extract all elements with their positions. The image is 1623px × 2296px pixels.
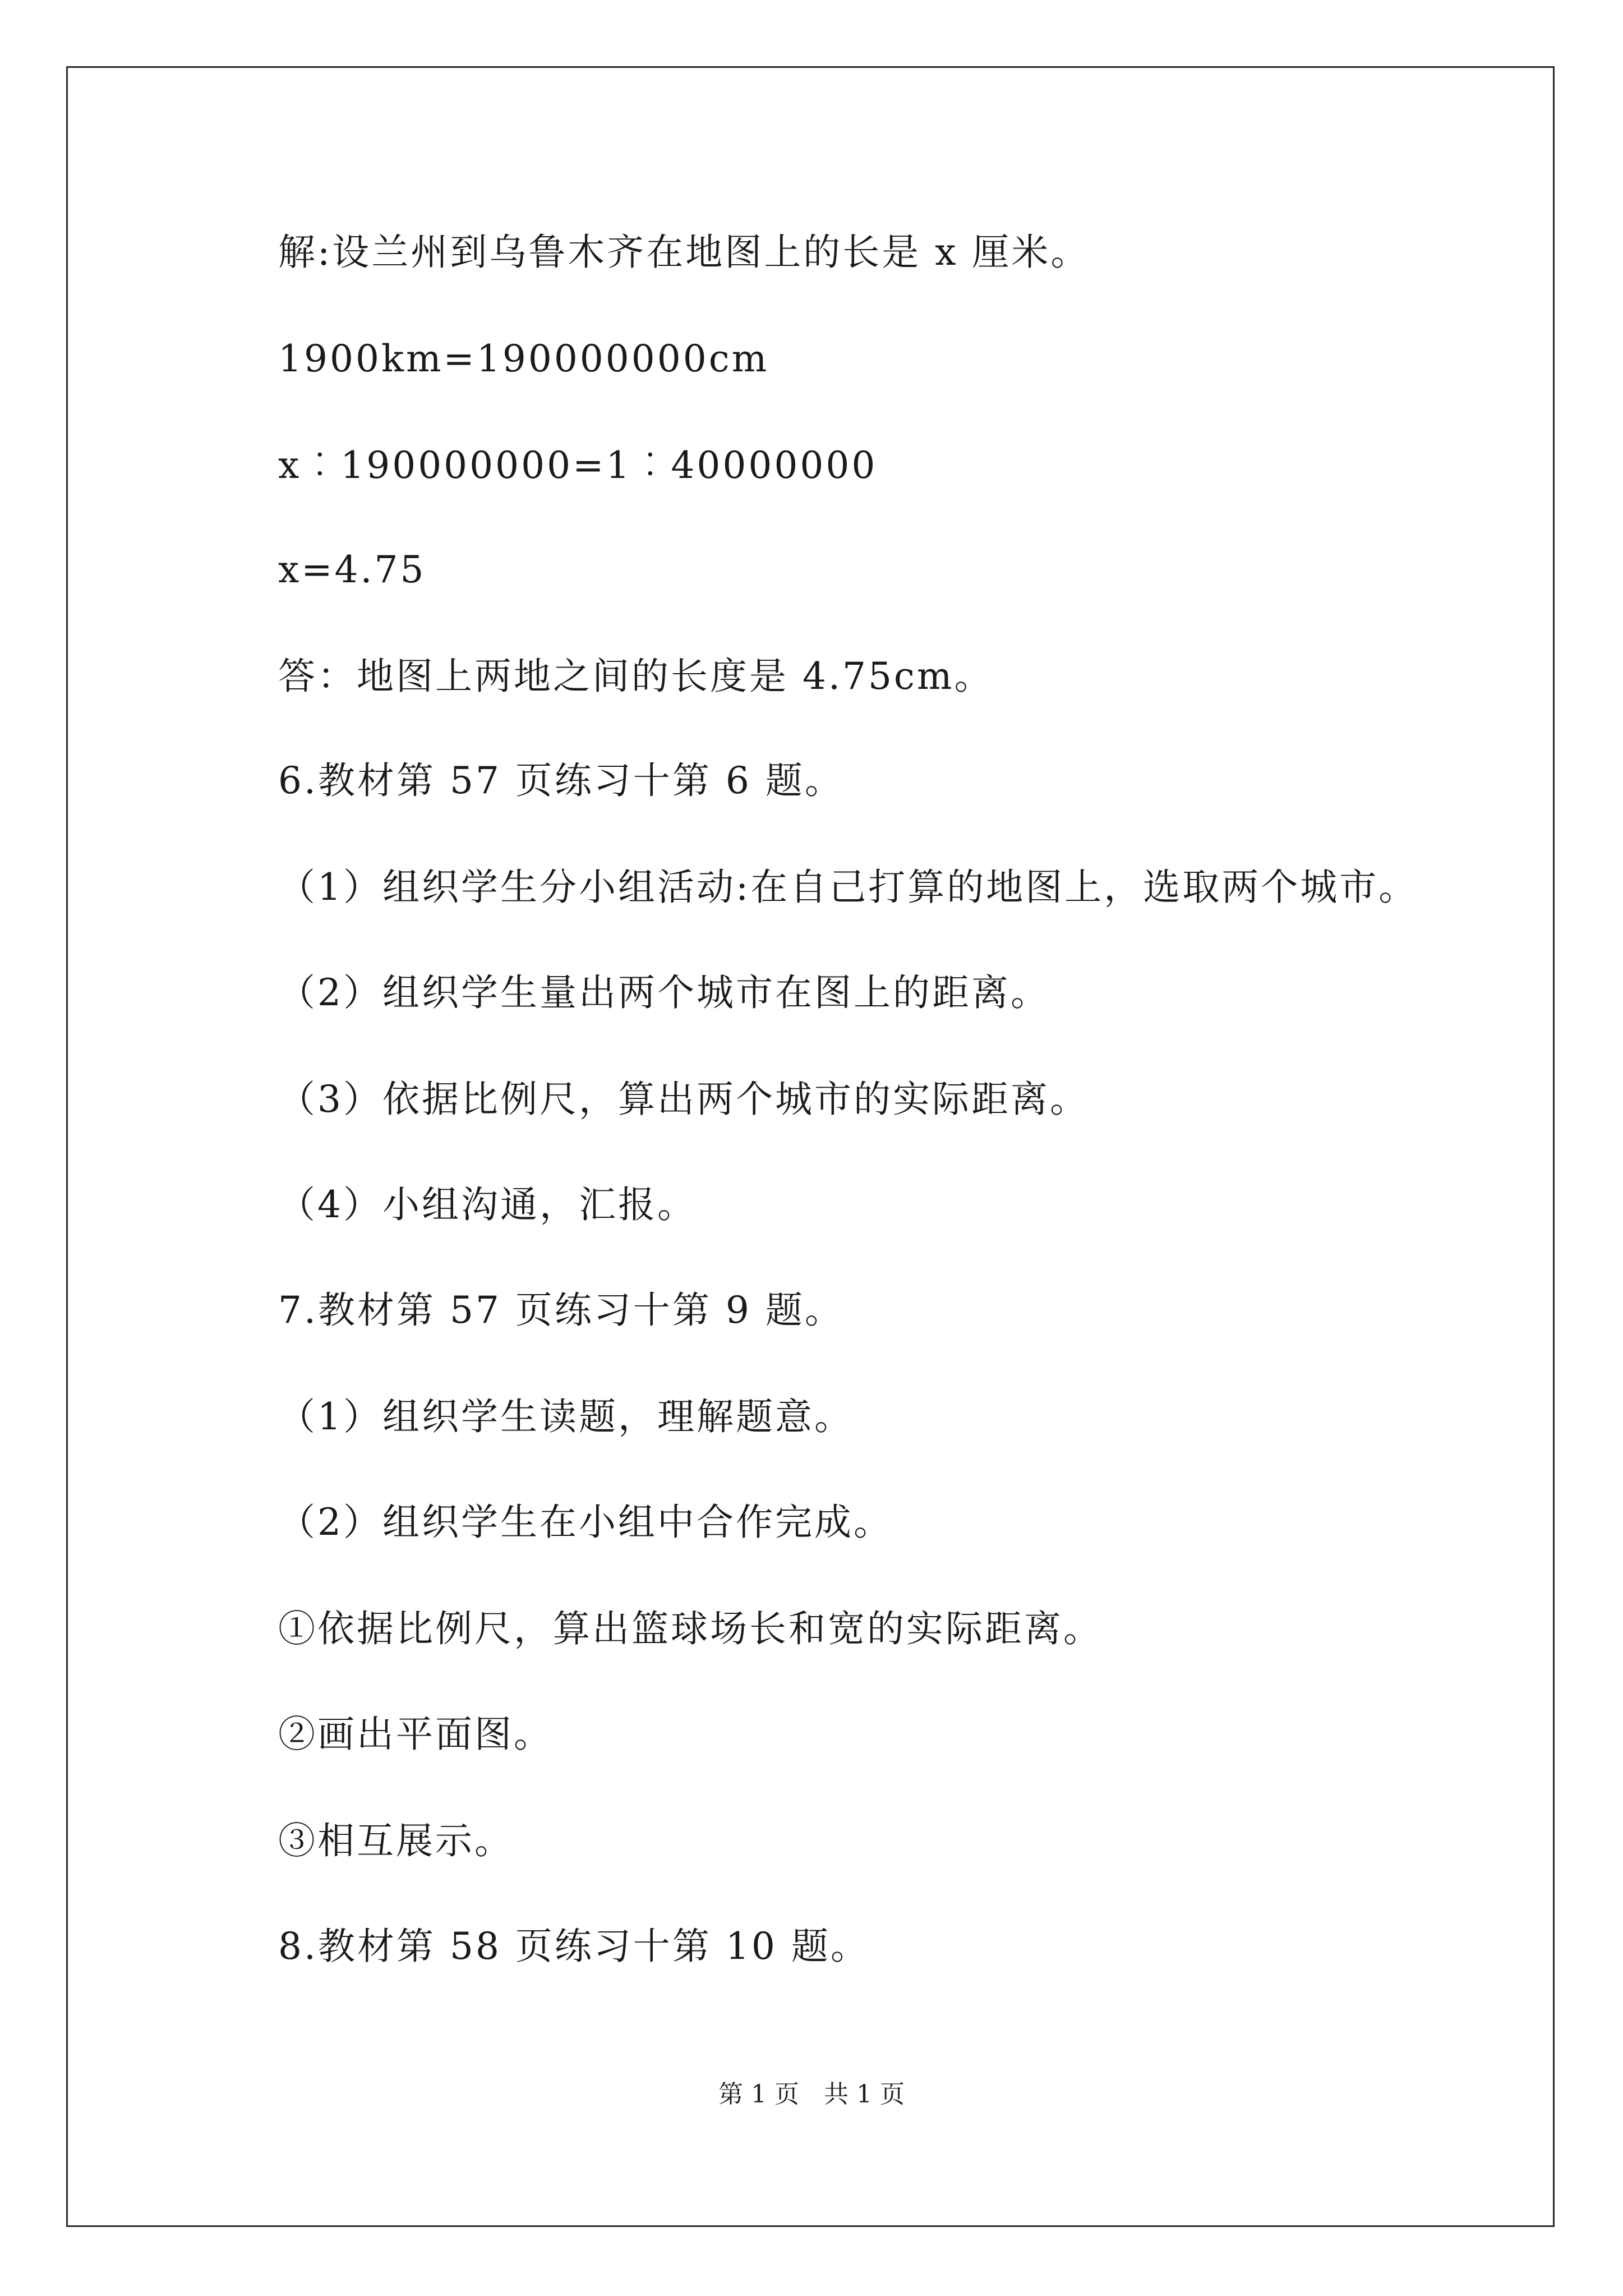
text-line-15: ②画出平面图。 — [278, 1713, 553, 1756]
text-line-12: （1）组织学生读题，理解题意。 — [278, 1395, 854, 1438]
text-line-8: （2）组织学生量出两个城市在图上的距离。 — [278, 971, 1050, 1014]
text-line-10: （4）小组沟通，汇报。 — [278, 1183, 697, 1226]
text-line-14: ①依据比例尺，算出篮球场长和宽的实际距离。 — [278, 1607, 1103, 1650]
text-line-16: ③相互展示。 — [278, 1819, 514, 1862]
text-line-1: 解:设兰州到乌鲁木齐在地图上的长是 x 厘米。 — [278, 231, 1090, 274]
page-footer: 第 1 页 共 1 页 — [718, 2080, 905, 2109]
text-line-9: （3）依据比例尺，算出两个城市的实际距离。 — [278, 1078, 1089, 1121]
text-line-6: 6.教材第 57 页练习十第 6 题。 — [278, 759, 844, 802]
text-line-11: 7.教材第 57 页练习十第 9 题。 — [278, 1289, 844, 1332]
text-line-13: （2）组织学生在小组中合作完成。 — [278, 1501, 893, 1544]
text-line-7: （1）组织学生分小组活动:在自己打算的地图上，选取两个城市。 — [278, 866, 1418, 909]
text-line-3: x︰190000000=1︰40000000 — [278, 444, 878, 487]
text-line-2: 1900km=190000000cm — [278, 337, 769, 380]
text-line-5: 答：地图上两地之间的长度是 4.75cm。 — [278, 655, 994, 698]
text-line-17: 8.教材第 58 页练习十第 10 题。 — [278, 1925, 870, 1968]
text-line-4: x=4.75 — [278, 548, 426, 591]
page-frame — [66, 66, 1555, 2227]
